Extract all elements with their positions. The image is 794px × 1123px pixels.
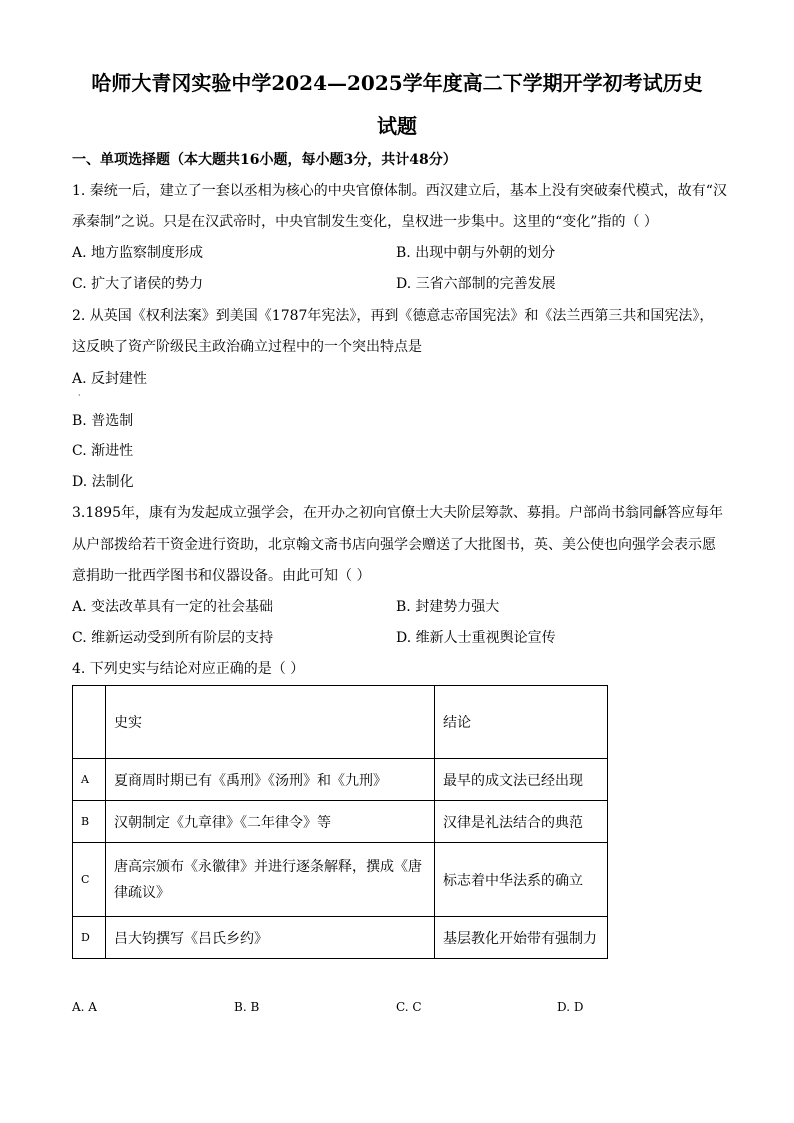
q4-option-a: A. A [72,1000,97,1014]
exam-title-line-1: 哈师大青冈实验中学2024—2025学年度高二下学期开学初考试历史 [91,71,703,95]
q2-option-a: A. 反封建性 [72,371,148,387]
row-conclusion: 标志着中华法系的确立 [435,843,608,917]
q1-option-c: C. 扩大了诸侯的势力 [72,276,204,292]
row-fact [106,843,435,917]
q1-option-a: A. 地方监察制度形成 [72,245,204,261]
row-fact: 汉朝制定《九章律》《二年律令》等 [106,801,435,843]
row-conclusion: 汉律是礼法结合的典范 [435,801,608,843]
q3-option-a: A. 变法改革具有一定的社会基础 [72,599,274,615]
decorative-dot: · [78,391,81,400]
table-header-cell: 结论 [435,686,608,759]
table-row [73,917,608,959]
row-conclusion: 基层教化开始带有强制力 [435,917,608,959]
q3-stem-line-2: 从户部拨给若干资金进行资助，北京翰文斋书店向强学会赠送了大批图书，英、美公使也向强学会表示愿 [72,537,716,553]
q1-stem-line-1: 1. 秦统一后，建立了一套以丞相为核心的中央官僚体制。西汉建立后，基本上没有突破秦代模式，故有“汉 [72,183,727,199]
q1-option-b: B. 出现中朝与外朝的划分 [396,245,556,261]
q1-option-d: D. 三省六部制的完善发展 [396,276,556,292]
row-label: D [73,917,106,959]
row-conclusion: 最早的成文法已经出现 [435,759,608,801]
exam-title-line-2: 试题 [377,114,417,138]
q3-option-c: C. 维新运动受到所有阶层的支持 [72,630,274,646]
q2-option-c: C. 渐进性 [72,443,134,459]
table-row [73,759,608,801]
q2-stem-line-2: 这反映了资产阶级民主政治确立过程中的一个突出特点是 [72,339,422,355]
row-label: C [73,843,106,917]
q3-option-b: B. 封建势力强大 [396,599,500,615]
q2-stem-line-1: 2. 从英国《权利法案》到美国《1787年宪法》，再到《德意志帝国宪法》和《法兰西第三共和国宪法》， [72,308,714,324]
row-fact: 夏商周时期已有《禹刑》《汤刑》和《九刑》 [106,759,435,801]
q3-option-d: D. 维新人士重视舆论宣传 [396,630,556,646]
row-fact-line-1: 唐高宗颁布《永徽律》并进行逐条解释，撰成《唐 [114,858,422,875]
row-label: A [73,759,106,801]
section-heading: 一、单项选择题（本大题共16小题，每小题3分，共计48分） [72,152,457,168]
row-fact: 吕大钧撰写《吕氏乡约》 [106,917,435,959]
q2-option-b: B. 普选制 [72,413,134,429]
row-fact-line-2: 律疏议》 [114,884,170,901]
q4-option-c: C. C [396,1000,422,1014]
q4-option-b: B. B [234,1000,260,1014]
q1-stem-line-2: 承秦制”之说。只是在汉武帝时，中央官制发生变化，皇权进一步集中。这里的“变化”指的（ ） [72,214,658,230]
table-row [73,843,608,917]
q3-stem-line-1: 3.1895年，康有为发起成立强学会，在开办之初向官僚士大夫阶层筹款、募捐。户部尚书翁同龢答应每年 [72,505,723,521]
q4-option-d: D. D [557,1000,584,1014]
table-header-cell: 史实 [106,686,435,759]
table-row [73,801,608,843]
table-header-cell [73,686,106,759]
table-header-row [73,686,608,759]
row-label: B [73,801,106,843]
q4-stem: 4. 下列史实与结论对应正确的是（ ） [72,661,305,677]
q3-stem-line-3: 意捐助一批西学图书和仪器设备。由此可知（ ） [72,568,371,584]
history-facts-table [72,685,608,959]
q2-option-d: D. 法制化 [72,474,134,490]
